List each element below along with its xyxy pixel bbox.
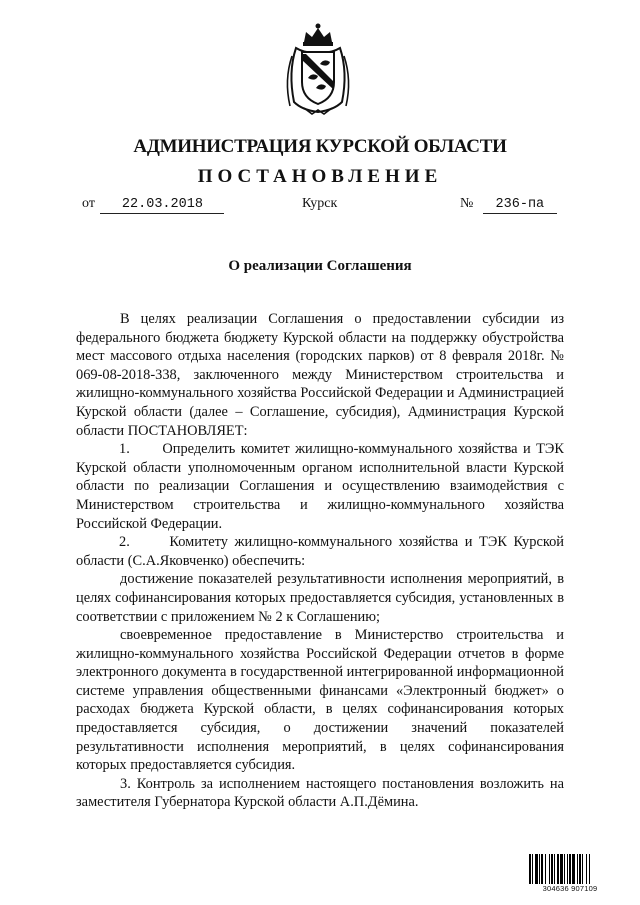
number-value: 236-па — [483, 197, 557, 214]
kursk-coat-of-arms-icon — [282, 20, 354, 116]
document-city: Курск — [302, 196, 338, 211]
barcode-number: 304636 907109 — [542, 884, 598, 893]
paragraph-item-2-b: своевременное предоставление в Министерство строительства и жилищно-коммунального хозяйства Российской Федерации отчетов в форме электронного документа в государственной интегрированной информационной системе управления общественными финансами «Электронный бюджет» о расходах бюджета Курской области, в целях софинансирования которых предоставляется субсидия, о достижении значений показателей результативности исполнения мероприятий, в целях софинансирования которых предоставляется субсидия. — [76, 627, 564, 774]
barcode — [528, 854, 612, 894]
document-number — [460, 196, 557, 214]
document-type: ПОСТАНОВЛЕНИЕ — [197, 166, 443, 187]
paragraph-preamble: В целях реализации Соглашения о предоставлении субсидии из федерального бюджета бюджету Курской области на поддержку обустройства мест массового отдыха населения (городских парков) от 8 февраля 2018г. № 069-08-2018-338, заключенного между Министерством строительства и жилищно-коммунального хозяйства Российской Федерации и Администрацией Курской области (далее – Соглашение, субсидия), Администрация Курской области ПОСТАНОВЛЯЕТ: — [76, 311, 564, 439]
organization-title: АДМИНИСТРАЦИЯ КУРСКОЙ ОБЛАСТИ — [133, 136, 507, 157]
paragraph-item-3: 3. Контроль за исполнением настоящего постановления возложить на заместителя Губернатора Курской области А.П.Дёмина. — [76, 775, 564, 811]
paragraph-item-2: 2. Комитету жилищно-коммунального хозяйства и ТЭК Курской области (С.А.Яковченко) обеспечить: — [76, 534, 564, 569]
document-body — [76, 310, 564, 812]
document-date — [82, 196, 224, 214]
date-value: 22.03.2018 — [100, 197, 224, 214]
barcode-icon — [528, 854, 612, 884]
document-subject: О реализации Соглашения — [228, 258, 412, 274]
date-prefix: от — [82, 196, 95, 211]
paragraph-item-2-a: достижение показателей результативности исполнения мероприятий, в целях софинансирования которых предоставляется субсидия, установленных в соответствии с приложением № 2 к Соглашению; — [76, 571, 564, 625]
number-prefix: № — [460, 196, 474, 211]
paragraph-item-1: 1. Определить комитет жилищно-коммунального хозяйства и ТЭК Курской области уполномоченным органом исполнительной власти Курской области по реализации Соглашения и осуществлению взаимодействия с Министерством строительства и жилищно-коммунального хозяйства Российской Федерации. — [76, 441, 564, 532]
